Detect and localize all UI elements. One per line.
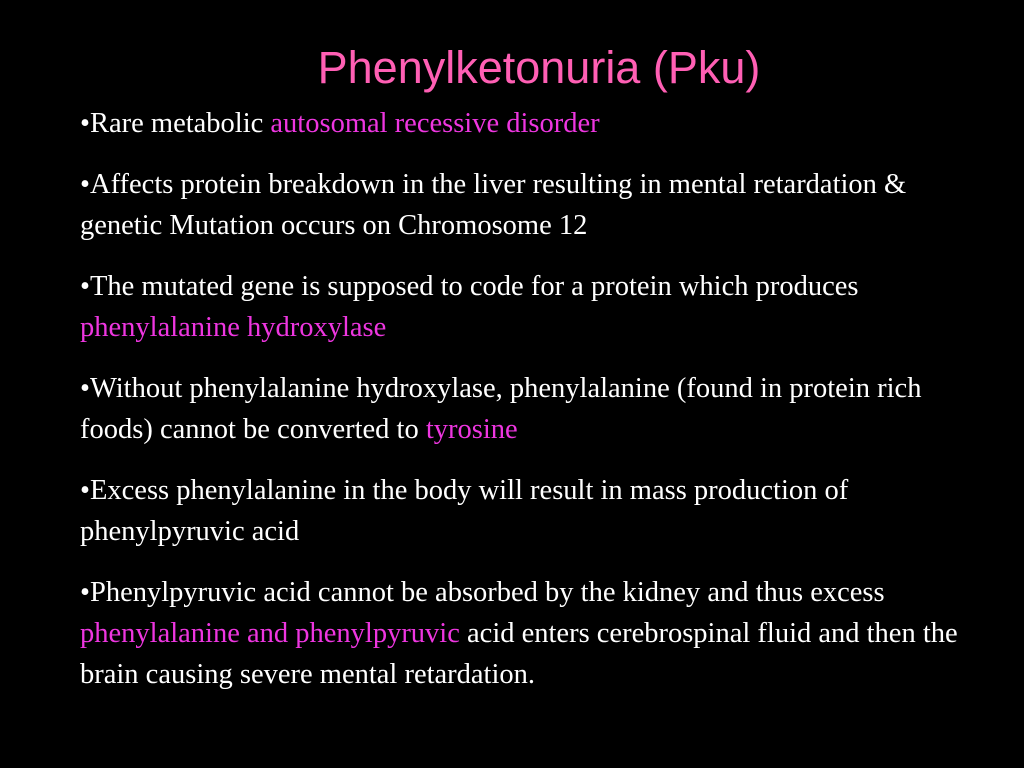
bullet-list bbox=[80, 103, 995, 715]
bullet-marker: • bbox=[80, 271, 90, 302]
bullet-item bbox=[80, 266, 995, 348]
bullet-item bbox=[80, 103, 995, 144]
bullet-marker: • bbox=[80, 475, 90, 506]
bullet-text: Affects protein breakdown in the liver resulting in mental retardation & genetic Mutation occurs on Chromosome 12 bbox=[80, 169, 907, 241]
bullet-text: Rare metabolic bbox=[89, 108, 271, 139]
bullet-marker: • bbox=[80, 373, 90, 404]
highlighted-term: tyrosine bbox=[425, 414, 518, 445]
bullet-item bbox=[80, 164, 995, 246]
bullet-marker: • bbox=[80, 169, 90, 200]
slide-title: Phenylketonuria (Pku) bbox=[317, 42, 761, 93]
bullet-text: Phenylpyruvic acid cannot be absorbed by the kidney and thus excess bbox=[89, 577, 885, 608]
bullet-item bbox=[80, 572, 995, 695]
highlighted-term: autosomal recessive disorder bbox=[270, 108, 600, 139]
bullet-text: The mutated gene is supposed to code for a protein which produces bbox=[89, 271, 859, 302]
bullet-marker: • bbox=[80, 577, 90, 608]
bullet-item bbox=[80, 470, 995, 552]
bullet-text: Without phenylalanine hydroxylase, phenylalanine (found in protein rich foods) cannot be converted to bbox=[80, 373, 922, 445]
bullet-marker: • bbox=[80, 108, 90, 139]
bullet-text: acid enters cerebrospinal fluid and then the brain causing severe mental retardation. bbox=[80, 618, 958, 690]
highlighted-term: phenylalanine hydroxylase bbox=[80, 312, 387, 343]
bullet-item bbox=[80, 368, 995, 450]
bullet-text: Excess phenylalanine in the body will result in mass production of phenylpyruvic acid bbox=[80, 475, 849, 547]
highlighted-term: phenylalanine and phenylpyruvic bbox=[80, 618, 460, 649]
